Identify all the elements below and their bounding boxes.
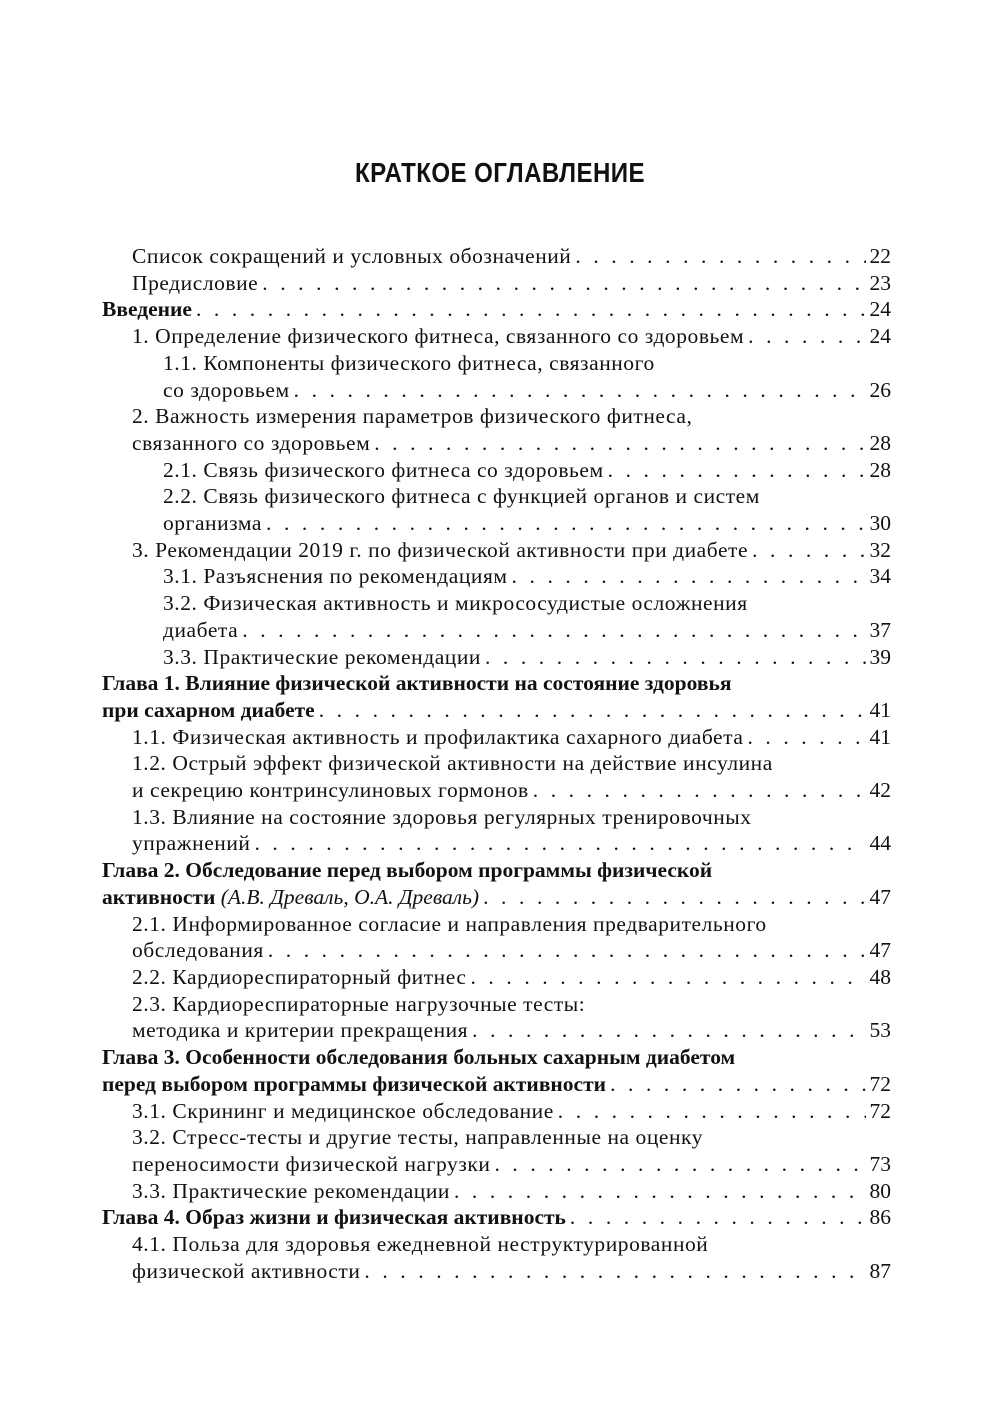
toc-entry-text: Введение bbox=[102, 297, 192, 322]
dot-leader bbox=[747, 724, 865, 751]
toc-entry[interactable] bbox=[102, 964, 891, 991]
toc-entry[interactable] bbox=[102, 857, 891, 910]
toc-page-number: 37 bbox=[869, 617, 891, 642]
toc-entry-text: 3.2. Физическая активность и микрососудистые осложнения bbox=[163, 591, 748, 616]
toc-page-number: 34 bbox=[869, 564, 891, 589]
toc-entry[interactable] bbox=[102, 296, 891, 323]
dot-leader bbox=[558, 1098, 866, 1125]
toc-page-number: 26 bbox=[869, 377, 891, 402]
toc-entry[interactable] bbox=[102, 1098, 891, 1125]
toc-entry[interactable] bbox=[102, 270, 891, 297]
toc-entry-text: обследования bbox=[132, 938, 264, 963]
toc-page-number: 28 bbox=[869, 430, 891, 455]
toc-page-number: 47 bbox=[869, 938, 891, 963]
dot-leader bbox=[472, 1017, 865, 1044]
toc-entry-text: Список сокращений и условных обозначений bbox=[132, 244, 572, 268]
dot-leader bbox=[254, 830, 865, 857]
dot-leader bbox=[266, 510, 865, 537]
dot-leader bbox=[364, 1258, 865, 1285]
toc-entry-text: 1.1. Физическая активность и профилактика сахарного диабета bbox=[132, 724, 744, 749]
toc-entry[interactable] bbox=[102, 590, 891, 643]
dot-leader bbox=[374, 430, 865, 457]
toc-entry-text: 2.2. Кардиореспираторный фитнес bbox=[132, 964, 467, 989]
toc-page-number: 24 bbox=[869, 324, 891, 349]
toc-entry-text: 2. Важность измерения параметров физического фитнеса, bbox=[132, 404, 693, 429]
toc-entry[interactable] bbox=[102, 670, 891, 723]
toc-entry[interactable] bbox=[102, 1204, 891, 1231]
toc-entry[interactable] bbox=[102, 724, 891, 751]
toc-entry-text: со здоровьем bbox=[163, 377, 290, 402]
dot-leader bbox=[575, 243, 865, 270]
toc-page-number: 28 bbox=[869, 457, 891, 482]
toc-entry[interactable] bbox=[102, 563, 891, 590]
dot-leader bbox=[196, 296, 866, 323]
toc-entry-text: Глава 4. Образ жизни и физическая активность bbox=[102, 1205, 566, 1230]
toc-entry[interactable] bbox=[102, 350, 891, 403]
page-title: КРАТКОЕ ОГЛАВЛЕНИЕ bbox=[354, 157, 646, 188]
toc-entry-text: 2.3. Кардиореспираторные нагрузочные тесты: bbox=[132, 991, 586, 1016]
dot-leader bbox=[242, 617, 865, 644]
dot-leader bbox=[570, 1204, 866, 1231]
toc-page-number: 22 bbox=[869, 244, 891, 268]
toc-entry[interactable] bbox=[102, 537, 891, 564]
toc-entry-text: 1.2. Острый эффект физической активности на действие инсулина bbox=[132, 751, 773, 776]
toc-page-number: 48 bbox=[869, 964, 891, 989]
toc-entry[interactable] bbox=[102, 1231, 891, 1284]
toc-entry-text: 3.3. Практические рекомендации bbox=[163, 644, 481, 669]
dot-leader bbox=[494, 1151, 865, 1178]
dot-leader bbox=[454, 1178, 866, 1205]
dot-leader bbox=[294, 377, 866, 404]
toc-entry-text: перед выбором программы физической активности bbox=[102, 1071, 607, 1096]
toc-entry-text: активности bbox=[102, 884, 216, 909]
toc-entry[interactable] bbox=[102, 644, 891, 671]
toc-entry[interactable] bbox=[102, 750, 891, 803]
toc-page-number: 32 bbox=[869, 537, 891, 562]
toc-page-number: 72 bbox=[869, 1071, 891, 1096]
toc-entry[interactable] bbox=[102, 403, 891, 456]
dot-leader bbox=[485, 644, 866, 671]
dot-leader bbox=[533, 777, 866, 804]
toc-entry[interactable] bbox=[102, 323, 891, 350]
toc-page-number: 41 bbox=[869, 724, 891, 749]
toc-page-number: 80 bbox=[869, 1178, 891, 1203]
toc-entry-text: 1. Определение физического фитнеса, связанного со здоровьем bbox=[132, 324, 745, 349]
dot-leader bbox=[470, 964, 865, 991]
toc-entry[interactable] bbox=[102, 243, 891, 270]
table-of-contents bbox=[102, 243, 891, 1284]
toc-entry-text: 1.1. Компоненты физического фитнеса, связанного bbox=[163, 350, 655, 375]
toc-entry-text: физической активности bbox=[132, 1258, 361, 1283]
toc-page-number: 39 bbox=[869, 644, 891, 669]
toc-page-number: 44 bbox=[869, 831, 891, 856]
dot-leader bbox=[319, 697, 866, 724]
toc-page-number: 72 bbox=[869, 1098, 891, 1123]
dot-leader bbox=[262, 270, 865, 297]
toc-page-number: 73 bbox=[869, 1151, 891, 1176]
toc-entry[interactable] bbox=[102, 1178, 891, 1205]
toc-entry-text: организма bbox=[163, 511, 263, 536]
toc-entry-text: 2.1. Связь физического фитнеса со здоровьем bbox=[163, 457, 604, 482]
toc-page-number: 87 bbox=[869, 1258, 891, 1283]
toc-page-number: 30 bbox=[869, 511, 891, 536]
toc-entry-text: 3.1. Скрининг и медицинское обследование bbox=[132, 1098, 554, 1123]
toc-page-number: 53 bbox=[869, 1018, 891, 1043]
dot-leader bbox=[748, 323, 865, 350]
toc-entry-text: Предисловие bbox=[132, 270, 259, 295]
toc-entry-text: 3. Рекомендации 2019 г. по физической активности при диабете bbox=[132, 537, 749, 562]
toc-entry-text: 3.3. Практические рекомендации bbox=[132, 1178, 450, 1203]
toc-entry-text: и секрецию контринсулиновых гормонов bbox=[132, 778, 529, 803]
toc-entry-text: 3.2. Стресс-тесты и другие тесты, направленные на оценку bbox=[132, 1125, 704, 1150]
dot-leader bbox=[483, 884, 865, 911]
toc-entry[interactable] bbox=[102, 991, 891, 1044]
dot-leader bbox=[610, 1071, 865, 1098]
toc-entry-text: Глава 2. Обследование перед выбором программы физической bbox=[102, 858, 713, 883]
toc-entry-text: Глава 1. Влияние физической активности на состояние здоровья bbox=[102, 671, 732, 696]
toc-page-number: 47 bbox=[869, 884, 891, 909]
toc-entry[interactable] bbox=[102, 1124, 891, 1177]
toc-entry-text: 4.1. Польза для здоровья ежедневной неструктурированной bbox=[132, 1232, 709, 1257]
toc-entry-text: 1.3. Влияние на состояние здоровья регулярных тренировочных bbox=[132, 804, 752, 829]
dot-leader bbox=[512, 563, 866, 590]
toc-entry-text: методика и критерии прекращения bbox=[132, 1018, 469, 1043]
toc-entry-text: 2.1. Информированное согласие и направления предварительного bbox=[132, 911, 767, 936]
toc-entry[interactable] bbox=[102, 483, 891, 536]
toc-entry-text: связанного со здоровьем bbox=[132, 430, 371, 455]
toc-entry[interactable] bbox=[102, 1044, 891, 1097]
dot-leader bbox=[752, 537, 865, 564]
toc-page-number: 24 bbox=[869, 297, 891, 322]
toc-page-number: 86 bbox=[869, 1205, 891, 1230]
toc-entry[interactable] bbox=[102, 804, 891, 857]
toc-entry[interactable] bbox=[102, 457, 891, 484]
toc-entry-authors: (А.В. Древаль, О.А. Древаль) bbox=[220, 884, 480, 909]
toc-page-number: 23 bbox=[869, 270, 891, 295]
toc-page-number: 42 bbox=[869, 778, 891, 803]
toc-page-number: 41 bbox=[869, 697, 891, 722]
toc-entry-text: переносимости физической нагрузки bbox=[132, 1151, 491, 1176]
dot-leader bbox=[268, 937, 866, 964]
toc-entry[interactable] bbox=[102, 911, 891, 964]
toc-entry-text: 2.2. Связь физического фитнеса с функцией органов и систем bbox=[163, 484, 760, 509]
toc-entry-text: Глава 3. Особенности обследования больных сахарным диабетом bbox=[102, 1045, 736, 1070]
toc-entry-text: упражнений bbox=[132, 831, 251, 856]
toc-entry-text: при сахарном диабете bbox=[102, 697, 315, 722]
toc-entry-text: диабета bbox=[163, 617, 239, 642]
toc-entry-text: 3.1. Разъяснения по рекомендациям bbox=[163, 564, 508, 589]
dot-leader bbox=[608, 457, 866, 484]
